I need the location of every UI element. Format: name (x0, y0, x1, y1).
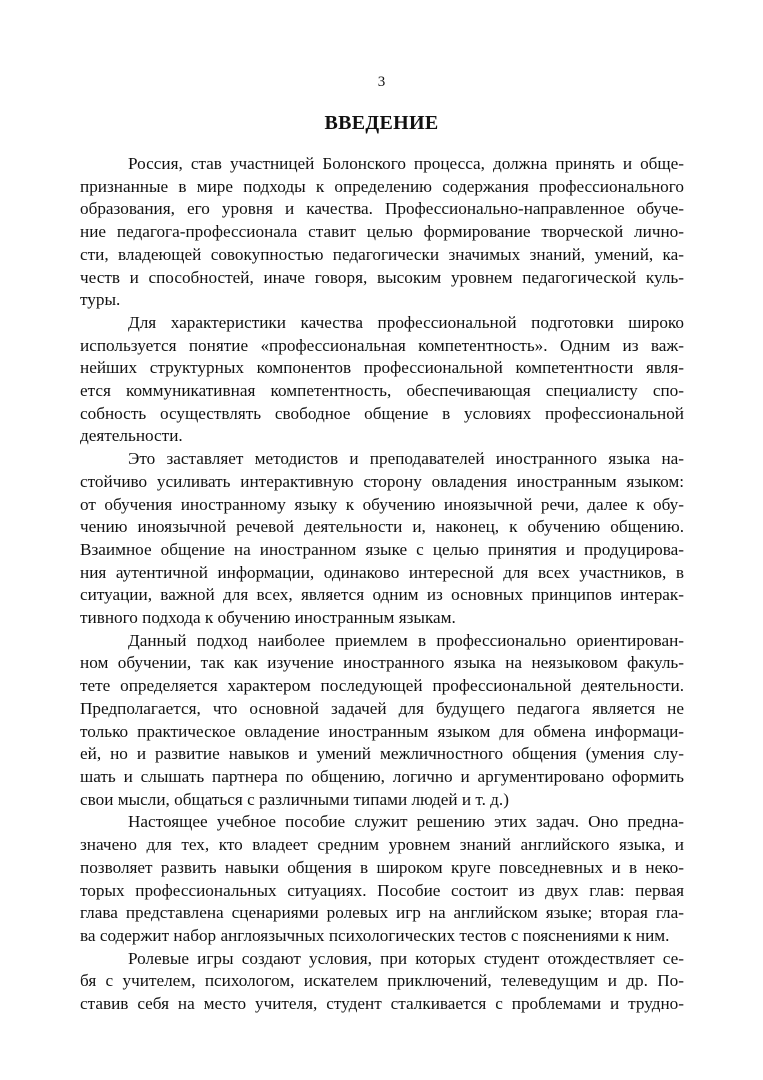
text-line: Россия, став участницей Болонского процесса, должна принять и обще- (128, 154, 684, 173)
text-line: Предполагается, что основной задачей для будущего педагога является не (80, 698, 684, 718)
text-line: торых профессиональных ситуациях. Пособие состоит из двух глав: первая (80, 880, 684, 900)
text-line: позволяет развить навыки общения в широком круге повседневных и в неко- (80, 857, 684, 877)
text-line: от обучения иностранному языку к обучению иноязычной речи, далее к обу- (80, 494, 684, 514)
text-line: Данный подход наиболее приемлем в профессионально ориентирован- (128, 630, 684, 650)
text-line: бя с учителем, психологом, искателем приключений, телеведущим и др. По- (80, 971, 684, 991)
paragraph-2 (80, 312, 684, 448)
body-text (80, 153, 684, 1016)
text-line: значено для тех, кто владеет средним уровнем знаний английского языка, и (80, 835, 684, 855)
paragraph-3 (80, 448, 684, 630)
text-line: деятельности. (80, 426, 183, 446)
page-number: 3 (377, 74, 386, 90)
text-line: Ролевые игры создают условия, при которых студент отождествляет се- (128, 948, 684, 968)
paragraph-6 (80, 948, 684, 1016)
text-line: только практическое овладение иностранным языком для обмена информаци- (80, 721, 684, 741)
text-line: Настоящее учебное пособие служит решению этих задач. Оно предна- (128, 812, 684, 832)
text-line: ется коммуникативная компетентность, обеспечивающая специалисту спо- (80, 381, 684, 401)
page-title: ВВЕДЕНИЕ (324, 112, 439, 134)
text-line: тивного подхода к обучению иностранным языкам. (80, 608, 456, 628)
text-line: глава представлена сценариями ролевых игр на английском языке; вторая гла- (80, 903, 684, 923)
text-line: признанные в мире подходы к определению содержания профессионального (80, 176, 684, 196)
text-line: тете определяется характером последующей профессиональной деятельности. (80, 676, 684, 696)
text-line: собность осуществлять свободное общение в условиях профессиональной (80, 403, 684, 423)
text-line: используется понятие «профессиональная компетентность». Одним из важ- (80, 335, 684, 355)
text-line: чению иноязычной речевой деятельности и, наконец, к обучению общению. (80, 517, 684, 537)
text-line: Это заставляет методистов и преподавателей иностранного языка на- (128, 449, 684, 469)
text-line: ва содержит набор англоязычных психологических тестов с пояснениями к ним. (80, 925, 670, 945)
text-line: образования, его уровня и качества. Профессионально-направленное обуче- (80, 199, 684, 219)
text-line: ния аутентичной информации, одинаково интересной для всех участников, в (80, 562, 684, 582)
text-line: нейших структурных компонентов профессиональной компетентности явля- (80, 358, 684, 378)
paragraph-5 (80, 811, 684, 947)
text-line: Взаимное общение на иностранном языке с целью принятия и продуцирова- (80, 539, 684, 559)
text-line: ние педагога-профессионала ставит целью формирование творческой лично- (80, 222, 684, 242)
text-line: честв и способностей, иначе говоря, высоким уровнем педагогической куль- (80, 267, 684, 287)
text-line: ситуации, важной для всех, является одним из основных принципов интерак- (80, 585, 684, 605)
text-line: Для характеристики качества профессиональной подготовки широко (128, 312, 684, 332)
text-line: сти, владеющей совокупностью педагогически значимых знаний, умений, ка- (80, 244, 684, 264)
text-line: шать и слышать партнера по общению, логично и аргументировано оформить (80, 766, 684, 786)
paragraph-4 (80, 630, 684, 812)
text-line: туры. (80, 290, 121, 310)
text-line: ей, но и развитие навыков и умений межличностного общения (умения слу- (80, 744, 684, 764)
text-line: свои мысли, общаться с различными типами людей и т. д.) (80, 789, 509, 809)
text-line: стойчиво усиливать интерактивную сторону овладения иностранным языком: (80, 471, 684, 491)
text-line: ставив себя на место учителя, студент сталкивается с проблемами и трудно- (80, 994, 684, 1014)
text-line: ном обучении, так как изучение иностранного языка на неязыковом факуль- (80, 653, 684, 673)
paragraph-1 (80, 153, 684, 312)
